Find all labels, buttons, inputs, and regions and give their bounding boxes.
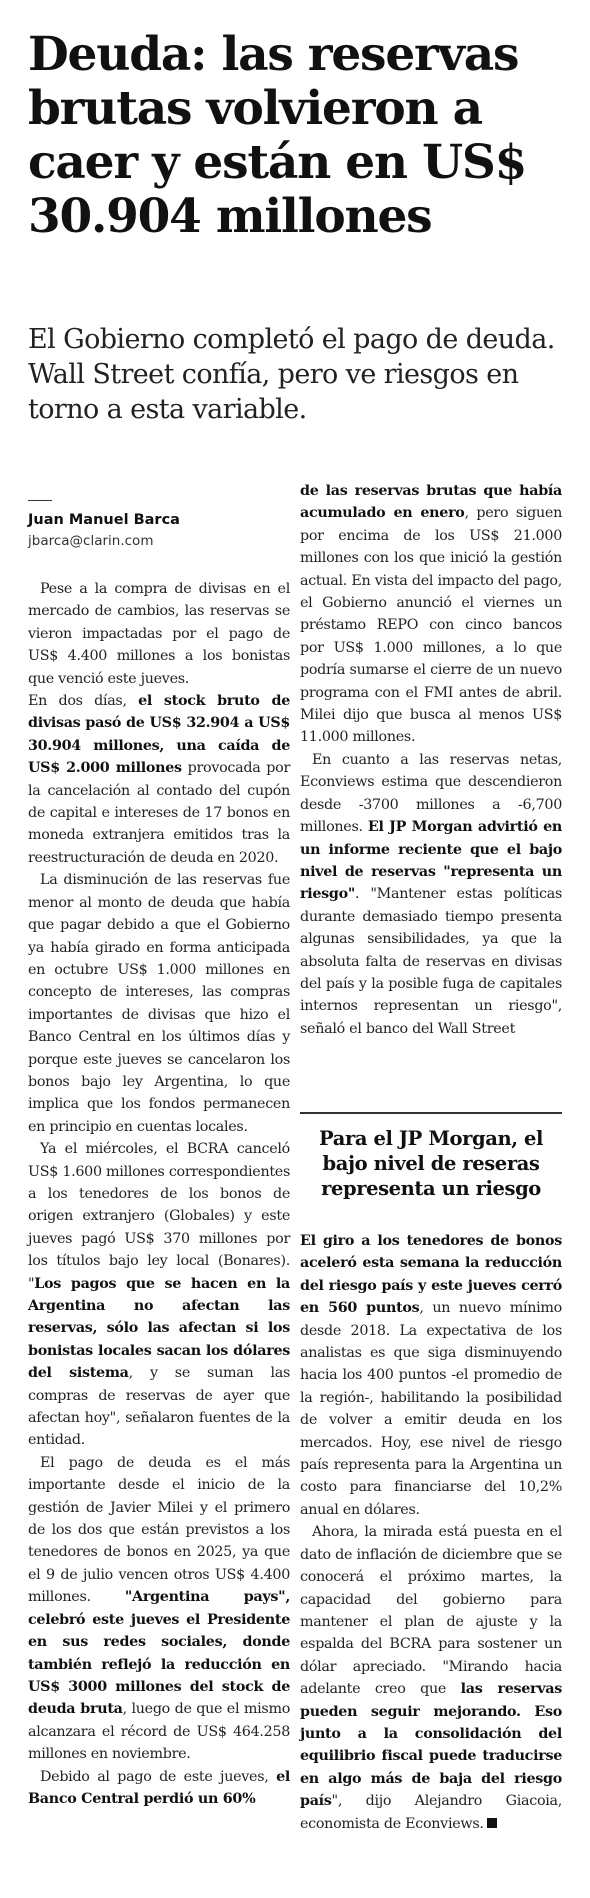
byline-author: Juan Manuel Barca [28, 512, 180, 528]
paragraph: En dos días, el stock bruto de divisas pasó de US$ 32.904 a US$ 30.904 millones, una caída de US$ 2.000 millones provocada por la cancelación al contado del cupón de capital e intereses de 17 bonos en moneda extranjera emitidos tras la reestructuración de deuda en 2020. [28, 693, 290, 866]
byline-email[interactable]: jbarca@clarin.com [28, 533, 154, 549]
paragraph: La disminución de las reservas fue menor al monto de deuda que había que pagar debido a que el Gobierno ya había girado en forma anticipada en octubre US$ 1.000 millones en concepto de intereses, las compras importantes de divisas que hizo el Banco Central en los últimos días y porque este jueves se cancelaron los bonos bajo ley Argentina, lo que implica que los fondos permanecen en principio en cuentas locales. [28, 872, 290, 1135]
subheadline: El Gobierno completó el pago de deuda. Wall Street confía, pero ve riesgos en torno a esta variable. [28, 324, 555, 425]
paragraph: de las reservas brutas que había acumulado en enero, pero siguen por encima de los US$ 21.000 millones con los que inició la gestión actual. En vista del impacto del pago, el Gobierno anunció el viernes un préstamo REPO con cinco bancos por US$ 1.000 millones, a lo que podría sumarse el cierre de un nuevo programa con el FMI antes de abril. Milei dijo que busca al menos US$ 11.000 millones. [300, 483, 562, 746]
paragraph: El giro a los tenedores de bonos aceleró esta semana la reducción del riesgo país y este jueves cerró en 560 puntos, un nuevo mínimo desde 2018. La expectativa de los analistas es que siga disminuyendo hacia los 400 puntos -el promedio de la región-, habilitando la posibilidad de volver a emitir deuda en los mercados. Hoy, ese nivel de riesgo país representa para la Argentina un costo para financiarse del 10,2% anual en dólares. [300, 1233, 562, 1518]
paragraph: En cuanto a las reservas netas, Econviews estima que descendieron desde -3700 millones a -6,700 millones. El JP Morgan advirtió en un informe reciente que el bajo nivel de reservas "representa un riesgo". "Mantener estas políticas durante demasiado tiempo presenta algunas sensibilidades, ya que la absoluta falta de reservas en divisas del país y la posible fuga de capitales internos representan un riesgo", señaló el banco del Wall Street [300, 751, 562, 1037]
headline: Deuda: las reservas brutas volvieron a caer y están en US$ 30.904 millones [28, 27, 527, 244]
paragraph: Ya el miércoles, el BCRA canceló US$ 1.600 millones correspondientes a los tenedores de los bonos de origen extranjero (Globales) y este jueves pagó US$ 370 millones por los títulos bajo ley local (Bonares). "Los pagos que se hacen en la Argentina no afectan las reservas, sólo las afectan si los bonistas locales sacan los dólares del sistema, y se suman las compras de reservas de ayer que afectan hoy", señalaron fuentes de la entidad. [28, 1141, 290, 1449]
sidebar-title: Para el JP Morgan, el bajo nivel de reseras representa un riesgo [318, 1127, 544, 1200]
article-column-left [28, 578, 290, 1810]
paragraph: Debido al pago de este jueves, el Banco Central perdió un 60% [28, 1768, 290, 1807]
end-of-article-mark [487, 1818, 497, 1828]
paragraph: El pago de deuda es el más importante desde el inicio de la gestión de Javier Milei y el primero de los dos que están previstos a los tenedores de bonos en 2025, ya que el 9 de julio vencen otros US$ 4.400 millones. "Argentina pays", celebró este jueves el Presidente en sus redes sociales, donde también reflejó la reducción en US$ 3000 millones del stock de deuda bruta, luego de que el mismo alcanzara el récord de US$ 464.258 millones en noviembre. [28, 1454, 291, 1763]
byline-rule [28, 500, 52, 501]
paragraph: Ahora, la mirada está puesta en el dato de inflación de diciembre que se conocerá el próximo martes, la capacidad del gobierno para mantener el plan de ajuste y la espalda del BCRA para sostener un dólar apreciado. "Mirando hacia adelante creo que las reservas pueden seguir mejorando. Eso junto a la consolidación del equilibrio fiscal puede traducirse en algo más de baja del riesgo país", dijo Alejandro Giacoia, economista de Econviews. [300, 1524, 562, 1832]
sidebar-divider [300, 1112, 562, 1114]
sidebar-body [300, 1230, 562, 1835]
paragraph: Pese a la compra de divisas en el mercado de cambios, las reservas se vieron impactadas por el pago de US$ 4.400 millones a los bonistas que venció este jueves. [28, 581, 290, 687]
article-column-right [300, 480, 562, 1040]
